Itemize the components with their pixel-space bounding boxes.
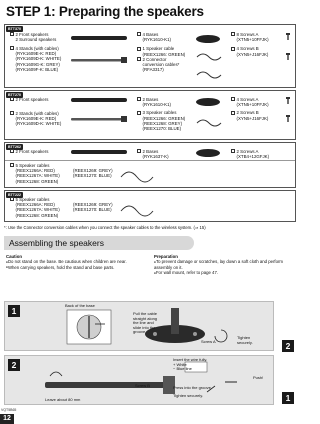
base-and-cable-illustration (193, 95, 223, 135)
model-tag: BTT222 (8, 193, 21, 197)
part-label: 5 Speaker cables (15, 197, 50, 202)
part-number: (RYK1609D-K: WHITE) (15, 121, 62, 127)
model-tag: BTT262 (8, 145, 21, 149)
parts-section-btt222 (4, 190, 296, 222)
insert-wire-callout (173, 358, 207, 372)
back-of-base-label: Back of the base (65, 303, 95, 308)
model-tag: BTT270 (8, 93, 21, 97)
wire-label: Blue line (176, 366, 192, 372)
cable-illustration (117, 199, 167, 219)
part-label: 2 Bases (142, 149, 159, 154)
checkbox[interactable] (10, 32, 14, 36)
part-label: 2 Screws B (236, 110, 259, 116)
part-number: (REEX1269: GREY) (73, 168, 113, 174)
step-number: 1 (8, 305, 20, 317)
checkbox[interactable] (137, 111, 141, 115)
cable-illustration (117, 165, 167, 185)
preparation-item: ● To prevent damage or scratches, lay down a soft cloth and perform assembly on it. (154, 259, 296, 270)
part-label: 2 Stands (with cables) (15, 111, 59, 116)
checkbox[interactable] (10, 163, 14, 167)
part-number: (REEX1267A: WHITE) (15, 173, 60, 179)
instruction-line: groove. (133, 329, 147, 335)
part-label: 4 Bases (142, 32, 159, 37)
instruction-line: straight along (133, 315, 158, 321)
part-number: (REEX1268: GREEN) (15, 178, 59, 184)
base-and-cable-illustration (193, 31, 223, 85)
checkbox[interactable] (231, 32, 235, 36)
caution-heading: Caution (6, 254, 22, 259)
instruction-line: the line and (133, 320, 154, 326)
parts-col-speakers (10, 149, 48, 154)
instruction-line: Pull the cable (133, 311, 158, 316)
instruction-line: securely. (237, 339, 253, 345)
part-label: 2 Bases (142, 97, 159, 102)
tighten-label (237, 336, 253, 345)
instruction-line: Tighten (237, 335, 251, 340)
checkbox[interactable] (10, 149, 14, 153)
part-number: (RYK1609G-K: GREY) (15, 61, 60, 67)
part-number: (REEX1266: GREEN) (142, 115, 186, 121)
parts-col-screws (231, 32, 269, 57)
part-number: (XTN5+10FFJK) (236, 102, 269, 108)
parts-col-stands (10, 46, 61, 72)
part-number: (REEX1270: BLUE) (73, 173, 112, 179)
part-number: (REEX1266: GREEN) (142, 51, 186, 57)
part-label: conversion cables* (142, 62, 180, 68)
screw-illustration (283, 96, 293, 126)
part-label: 8 Screws A (236, 32, 259, 37)
screw-b-label: Screw B (135, 383, 150, 388)
part-label: 2 Front speakers (15, 97, 49, 102)
checkbox[interactable] (231, 111, 235, 115)
checkbox[interactable] (10, 197, 14, 201)
checkbox[interactable] (231, 97, 235, 101)
part-number: (XTB4+12GFJK) (236, 154, 270, 160)
stand-illustration (69, 53, 131, 67)
stand-illustration (69, 113, 131, 125)
speaker-bar-illustration (69, 94, 131, 106)
parts-col-screws (231, 149, 269, 159)
checkbox[interactable] (137, 97, 141, 101)
part-label: 3 Speaker cables (142, 110, 177, 116)
part-number: (REEX1268: GREEN) (15, 212, 59, 218)
checkbox[interactable] (137, 32, 141, 36)
parts-col-stands (10, 111, 61, 127)
part-number: (REEX1266A: RED) (15, 202, 55, 208)
part-number: (RYK1637-K) (142, 154, 169, 160)
wire-label: White (176, 361, 187, 367)
pull-cable-instruction (133, 312, 157, 335)
checkbox[interactable] (137, 47, 141, 51)
part-label: 2 Screws A (236, 149, 259, 154)
part-label: 4 Screws B (236, 46, 259, 52)
parts-col-bases (137, 32, 185, 72)
model-tag: BTT370 (8, 27, 21, 31)
parts-col-screws (231, 97, 269, 121)
checkbox[interactable] (10, 46, 14, 50)
assembly-diagram-step-2 (4, 355, 274, 405)
checkbox[interactable] (137, 149, 141, 153)
checkbox[interactable] (10, 111, 14, 115)
part-number: (RYK1610-K1) (142, 102, 171, 108)
part-number: (REEX1269: GREY) (73, 202, 113, 208)
leave-length-label: Leave about 80 mm (45, 397, 81, 402)
screw-a-label: Screw A (201, 339, 216, 344)
speaker-bar-illustration (69, 31, 131, 45)
parts-section-btt270 (4, 90, 296, 140)
side-step-number: 1 (282, 392, 294, 404)
parts-section-btt370 (4, 24, 296, 88)
caution-item: ● When carrying speakers, hold the stand and base parts. (6, 265, 151, 271)
instruction-line: slide into the (133, 324, 156, 330)
part-label: 4 Stands (with cables) (15, 46, 59, 51)
section-heading: Assembling the speakers (9, 237, 104, 248)
part-label: 2 Front speakers (15, 149, 49, 154)
part-label: 5 Speaker cables (15, 163, 50, 168)
wire-legend-blue: − Blue line (173, 366, 192, 372)
preparation-block (154, 254, 296, 276)
preparation-item: ● For wall mount, refer to page 47. (154, 270, 296, 276)
part-number: (REEX1267A: WHITE) (15, 207, 60, 213)
part-number: (REEX1268: GREY) (142, 120, 183, 126)
part-label: 2 Surround speakers (15, 37, 57, 43)
part-label: 2 Front speakers (15, 32, 49, 37)
checkbox[interactable] (231, 149, 235, 153)
assembly-diagram-step-1 (4, 301, 274, 351)
part-number: (REEX1270: BLUE) (142, 126, 182, 132)
parts-col-cables-right (73, 202, 113, 212)
part-number: (RYK1609E-K: RED) (15, 116, 57, 122)
caution-item: ● Do not stand on the base. Be cautious when children are near. (6, 259, 151, 265)
wire-legend-white: + White (173, 361, 187, 367)
push-label: Push! (253, 375, 264, 380)
section-banner (4, 236, 194, 250)
part-number: (XYN5+J16FJK) (236, 51, 269, 57)
parts-col-speakers (10, 32, 56, 42)
tighten-instruction: Tighten securely. (173, 393, 204, 398)
part-number: (RYK1609E-K: RED) (15, 51, 57, 57)
checkbox[interactable] (137, 57, 141, 61)
part-number: (REEX1266A: RED) (15, 168, 55, 174)
part-number: (RYK1609F-K: BLUE) (15, 66, 59, 72)
footnote: *: Use the Connector conversion cables when you connect the speaker cables to the wireless system. (⇒ 15) (4, 225, 206, 230)
part-label: 2 Connector (142, 56, 167, 62)
part-number: (RFA3317) (142, 67, 164, 73)
caution-block (6, 254, 151, 271)
part-number: (REEX1270: BLUE) (73, 207, 112, 213)
parts-col-cables (10, 163, 60, 184)
side-step-number: 2 (282, 340, 294, 352)
press-instruction: Press into the groove. (173, 385, 212, 390)
checkbox[interactable] (10, 97, 14, 101)
part-number: (RYK1609D-K: WHITE) (15, 56, 62, 62)
parts-col-cables-right (73, 168, 113, 178)
part-number: (XYN5+J16FJK) (236, 115, 269, 121)
parts-col-bases (137, 149, 169, 159)
base-illustration (193, 147, 223, 159)
part-label: 4 Screws A (236, 97, 259, 102)
part-number: (RYK1610-K1) (142, 37, 171, 43)
part-number: (XTN5+10FFJK) (236, 37, 269, 43)
preparation-heading: Preparation (154, 254, 178, 259)
page-number: 12 (0, 414, 14, 424)
part-label: 1 Speaker cable (142, 46, 175, 52)
parts-col-speakers (10, 97, 48, 102)
instruction-line: Insert the wire fully. (173, 357, 208, 362)
document-code: VQT5B65 (1, 408, 17, 412)
screw-illustration (283, 32, 293, 64)
checkbox[interactable] (231, 47, 235, 51)
step-number: 2 (8, 359, 20, 371)
page-title: STEP 1: Preparing the speakers (6, 4, 204, 19)
parts-col-bases (137, 97, 185, 131)
parts-col-cables (10, 197, 60, 218)
speaker-bar-illustration (69, 146, 131, 158)
parts-section-btt262 (4, 142, 296, 188)
